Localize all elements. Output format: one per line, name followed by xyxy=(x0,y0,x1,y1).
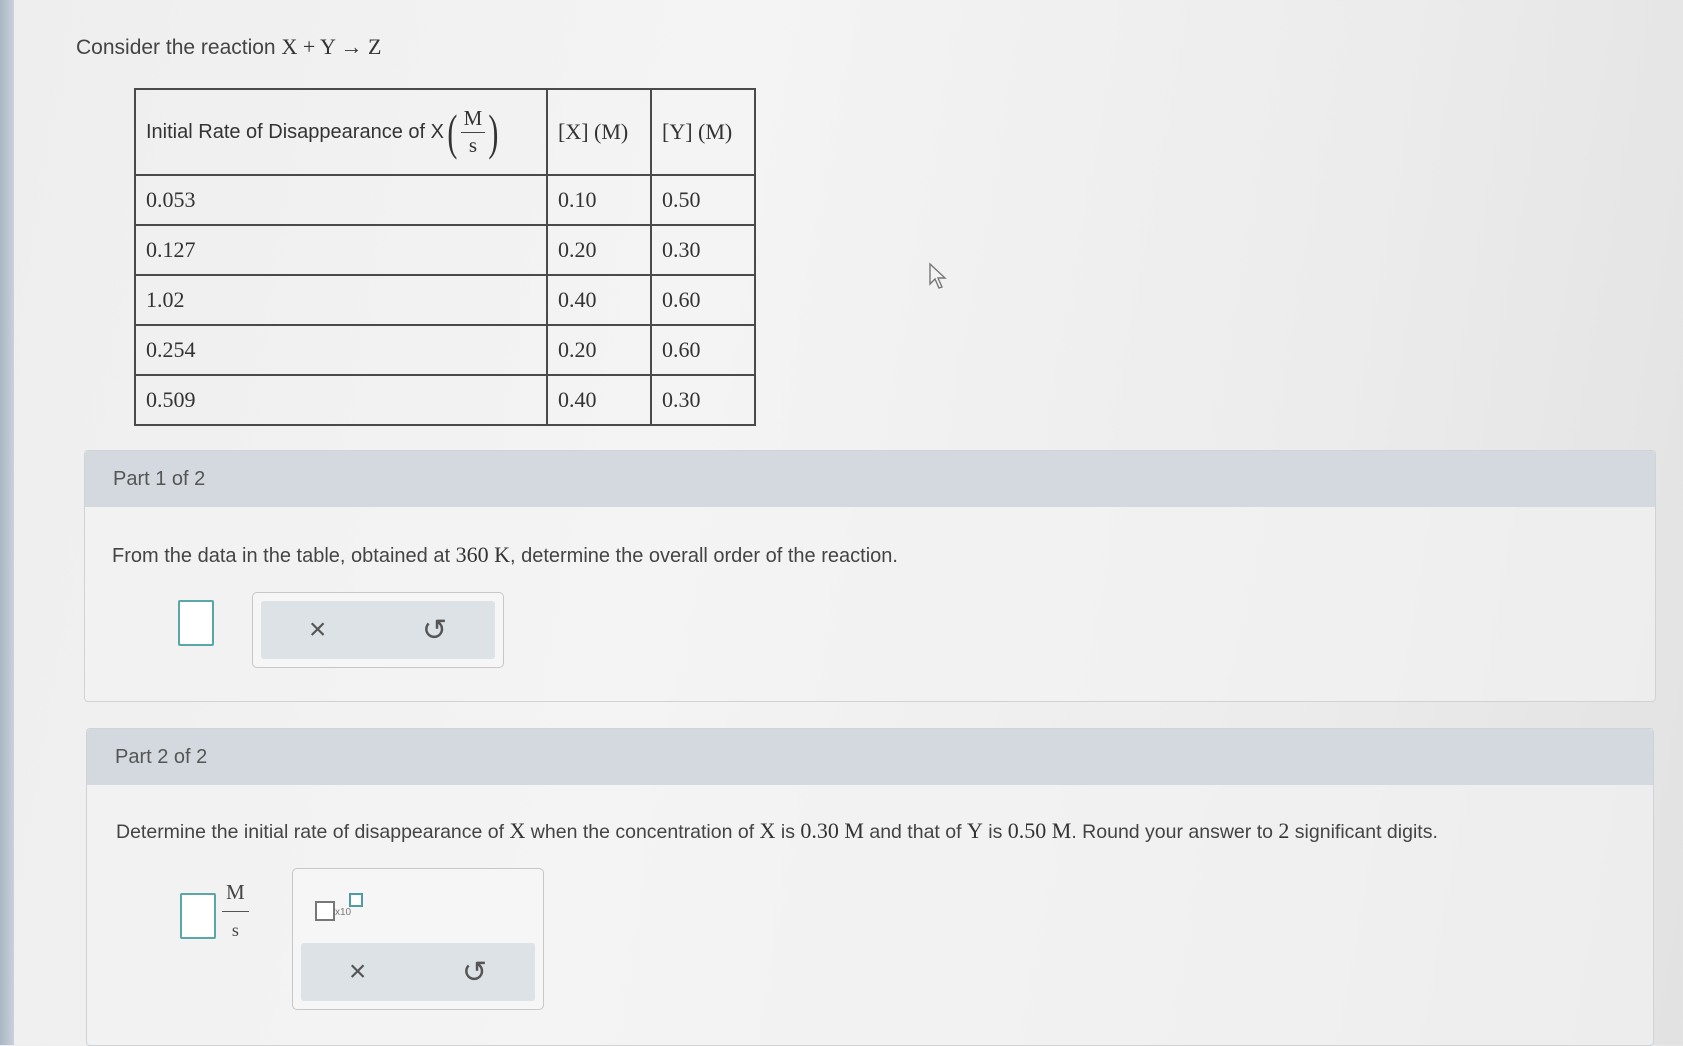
cell-x: 0.10 xyxy=(547,175,651,225)
part2-species-x2: X xyxy=(759,818,776,843)
part1-question xyxy=(112,542,898,568)
part2-answer-input[interactable] xyxy=(180,893,216,939)
part2-conc-y: 0.50 M xyxy=(1007,818,1072,843)
cell-rate: 0.127 xyxy=(135,225,547,275)
undo-icon[interactable]: ↺ xyxy=(422,613,448,647)
cell-x: 0.40 xyxy=(547,275,651,325)
cell-x: 0.40 xyxy=(547,375,651,425)
rate-unit-fraction xyxy=(461,106,486,157)
header-rate-label: Initial Rate of Disappearance of X xyxy=(146,120,444,143)
right-paren: ) xyxy=(488,104,499,160)
part2-question-text: and that of xyxy=(869,821,962,843)
cell-rate: 0.509 xyxy=(135,375,547,425)
part1-header xyxy=(85,451,1655,507)
part2-title: Part 2 of 2 xyxy=(115,745,208,768)
undo-icon[interactable]: ↺ xyxy=(462,955,488,989)
part2-question-text: is xyxy=(780,821,795,843)
table-row xyxy=(135,225,755,275)
part2-question xyxy=(116,818,1438,844)
cell-y: 0.30 xyxy=(651,225,755,275)
reaction-intro xyxy=(76,34,381,60)
cell-rate: 0.254 xyxy=(135,325,547,375)
unit-numerator: M xyxy=(222,880,249,912)
part2-header xyxy=(87,729,1653,785)
table-row xyxy=(135,275,755,325)
cell-y: 0.60 xyxy=(651,325,755,375)
part1-question-text: From the data in the table, obtained at xyxy=(112,545,450,567)
part2-species-x: X xyxy=(509,818,526,843)
part2-toolbox xyxy=(292,868,544,1010)
reaction-equation: X + Y → Z xyxy=(281,34,382,59)
part1-toolbar xyxy=(261,601,495,659)
part2-question-text: . Round your answer to xyxy=(1071,821,1273,843)
part2-rate-unit xyxy=(222,880,249,941)
part1-question-text-end: , determine the overall order of the reaction. xyxy=(509,545,898,567)
part1-answer-input[interactable] xyxy=(178,600,214,646)
header-x: [X] (M) xyxy=(547,89,651,175)
cell-y: 0.50 xyxy=(651,175,755,225)
rate-unit-denominator: s xyxy=(468,132,478,157)
part1-temperature: 360 K xyxy=(455,542,510,567)
part2-toolbar xyxy=(301,943,535,1001)
part2-question-text-end: significant digits. xyxy=(1294,821,1438,843)
cell-x: 0.20 xyxy=(547,225,651,275)
part2-question-text: is xyxy=(988,821,1003,843)
part1-toolbox xyxy=(252,592,504,668)
unit-denominator: s xyxy=(231,920,239,940)
sci-x10-label: x10 xyxy=(335,907,352,918)
sci-exponent-box-icon xyxy=(349,893,363,907)
window-left-edge xyxy=(0,0,14,1045)
left-paren: ( xyxy=(447,104,458,160)
part2-species-y: Y xyxy=(966,818,983,843)
table-header-row xyxy=(135,89,755,175)
cell-rate: 1.02 xyxy=(135,275,547,325)
intro-text: Consider the reaction xyxy=(76,36,276,59)
sci-base-box-icon xyxy=(315,901,335,921)
part2-conc-x: 0.30 M xyxy=(800,818,864,843)
header-rate xyxy=(135,89,547,175)
cell-y: 0.60 xyxy=(651,275,755,325)
cell-y: 0.30 xyxy=(651,375,755,425)
table-row xyxy=(135,175,755,225)
part2-question-text: when the concentration of xyxy=(530,821,755,843)
scientific-notation-button[interactable] xyxy=(315,893,365,921)
rate-data-table xyxy=(134,88,756,426)
table-row xyxy=(135,325,755,375)
clear-icon[interactable]: × xyxy=(348,955,367,988)
clear-icon[interactable]: × xyxy=(308,613,327,646)
part2-question-text: Determine the initial rate of disappearance of xyxy=(116,821,505,843)
rate-unit-numerator: M xyxy=(461,106,486,132)
cell-x: 0.20 xyxy=(547,325,651,375)
header-y: [Y] (M) xyxy=(651,89,755,175)
cell-rate: 0.053 xyxy=(135,175,547,225)
part1-title: Part 1 of 2 xyxy=(113,467,206,490)
part2-sig-digits: 2 xyxy=(1278,818,1290,843)
table-row xyxy=(135,375,755,425)
mouse-pointer-icon xyxy=(928,262,950,290)
